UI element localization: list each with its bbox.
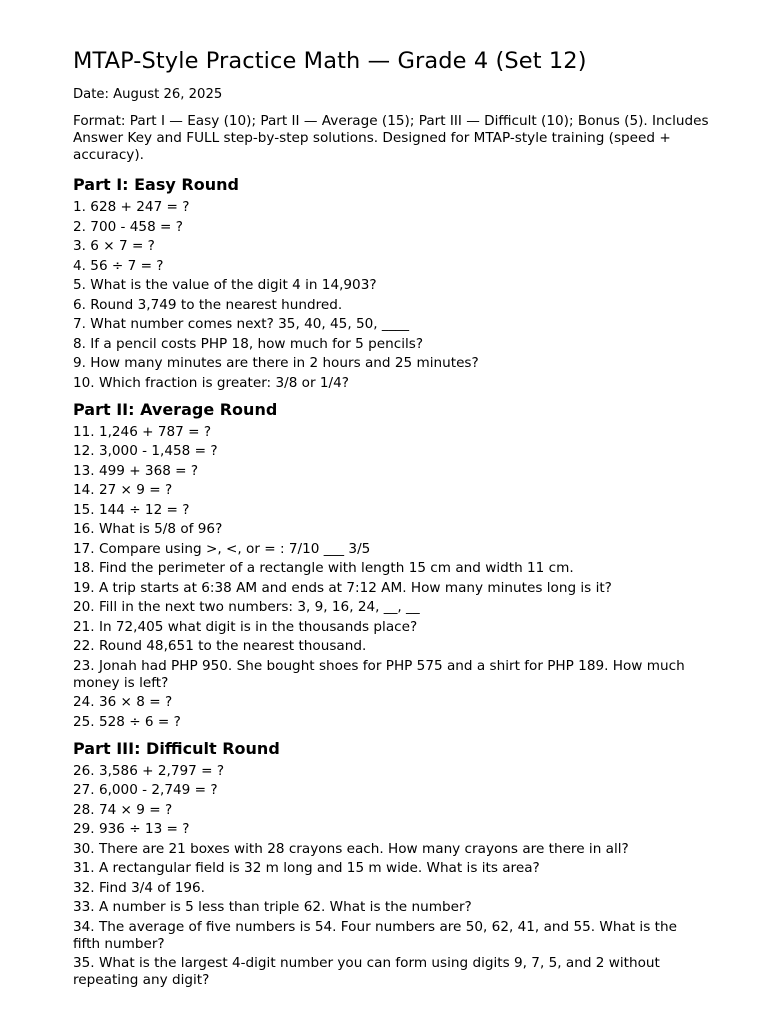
question-list — [73, 763, 708, 990]
question-item: 18. Find the perimeter of a rectangle with length 15 cm and width 11 cm. — [73, 560, 574, 576]
part-1-section — [73, 175, 708, 392]
question-item: 32. Find 3/4 of 196. — [73, 879, 206, 896]
question-item: 23. Jonah had PHP 950. She bought shoes for PHP 575 and a shirt for PHP 189. How much money is left? — [73, 657, 685, 691]
question-item: 11. 1,246 + 787 = ? — [73, 423, 212, 440]
section-title: Part I: Easy Round — [73, 175, 239, 194]
question-item: 28. 74 × 9 = ? — [73, 801, 173, 818]
question-list — [73, 199, 708, 392]
question-item: 16. What is 5/8 of 96? — [73, 521, 223, 537]
question-item: 27. 6,000 - 2,749 = ? — [73, 782, 218, 798]
question-item: 6. Round 3,749 to the nearest hundred. — [73, 296, 343, 313]
question-item: 3. 6 × 7 = ? — [73, 238, 155, 254]
section-title: Part III: Difficult Round — [73, 738, 280, 758]
part-2-section — [73, 400, 708, 731]
question-item: 12. 3,000 - 1,458 = ? — [73, 443, 218, 459]
question-item: 34. The average of five numbers is 54. Four numbers are 50, 62, 41, and 55. What is the fifth number? — [73, 918, 677, 952]
question-item: 26. 3,586 + 2,797 = ? — [73, 762, 225, 779]
question-item: 13. 499 + 368 = ? — [73, 462, 199, 479]
question-item: 1. 628 + 247 = ? — [73, 199, 190, 215]
format-description: Format: Part I — Easy (10); Part II — Average (15); Part III — Difficult (10); Bonus (5). Includes Answer Key and FULL step-by-step solutions. Designed for MTAP-style training (speed + accuracy). — [73, 113, 709, 163]
page-title: MTAP-Style Practice Math — Grade 4 (Set 12) — [73, 48, 587, 74]
question-item: 35. What is the largest 4-digit number you can form using digits 9, 7, 5, and 2 without repeating any digit? — [73, 955, 660, 988]
question-item: 21. In 72,405 what digit is in the thousands place? — [73, 618, 418, 635]
question-item: 2. 700 - 458 = ? — [73, 218, 183, 235]
document-date: Date: August 26, 2025 — [73, 87, 223, 102]
question-item: 5. What is the value of the digit 4 in 14,903? — [73, 277, 377, 293]
question-item: 15. 144 ÷ 12 = ? — [73, 501, 190, 518]
section-title: Part II: Average Round — [73, 399, 278, 419]
question-item: 22. Round 48,651 to the nearest thousand. — [73, 638, 367, 654]
question-item: 17. Compare using >, <, or = : 7/10 ___ 3/5 — [73, 540, 371, 557]
question-item: 14. 27 × 9 = ? — [73, 482, 173, 498]
question-item: 8. If a pencil costs PHP 18, how much for 5 pencils? — [73, 335, 424, 352]
question-item: 7. What number comes next? 35, 40, 45, 50, ____ — [73, 316, 410, 332]
question-item: 10. Which fraction is greater: 3/8 or 1/4? — [73, 374, 349, 391]
question-list — [73, 424, 708, 731]
question-item: 30. There are 21 boxes with 28 crayons each. How many crayons are there in all? — [73, 840, 629, 857]
question-item: 19. A trip starts at 6:38 AM and ends at 7:12 AM. How many minutes long is it? — [73, 579, 612, 596]
question-item: 29. 936 ÷ 13 = ? — [73, 821, 190, 837]
part-3-section — [73, 739, 708, 990]
question-item: 33. A number is 5 less than triple 62. What is the number? — [73, 899, 472, 915]
question-item: 25. 528 ÷ 6 = ? — [73, 713, 181, 730]
question-item: 9. How many minutes are there in 2 hours and 25 minutes? — [73, 355, 479, 371]
question-item: 24. 36 × 8 = ? — [73, 694, 173, 710]
question-item: 4. 56 ÷ 7 = ? — [73, 257, 164, 274]
question-item: 31. A rectangular field is 32 m long and 15 m wide. What is its area? — [73, 860, 540, 876]
question-item: 20. Fill in the next two numbers: 3, 9, 16, 24, __, __ — [73, 599, 420, 615]
